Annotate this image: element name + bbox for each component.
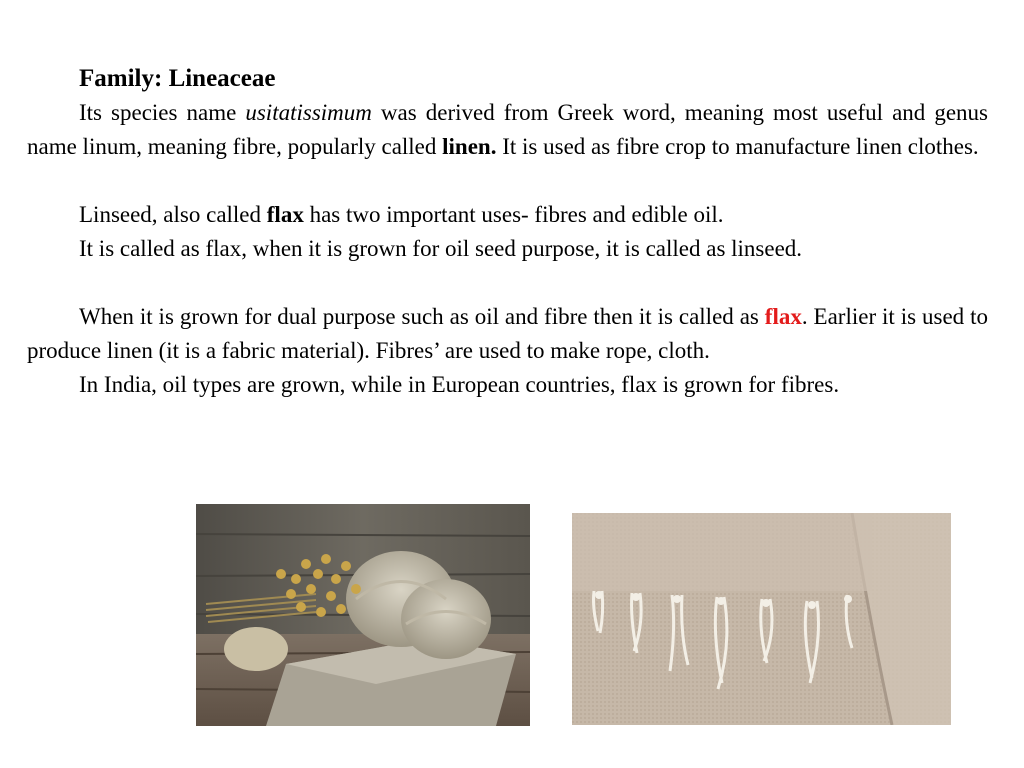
spacer bbox=[27, 266, 988, 300]
linen-fabric-photo bbox=[572, 513, 951, 725]
flax-bundle-illustration bbox=[196, 504, 530, 726]
paragraph-text: Its species name bbox=[79, 100, 246, 125]
linen-term: linen. bbox=[442, 134, 497, 159]
paragraph-text: . Earlier it is used to produce linen (it is a fabric material). Fibres’ are used to make rope, cloth. bbox=[27, 304, 988, 363]
paragraph-oilseed: It is called as flax, when it is grown for oil seed purpose, it is called as linseed. bbox=[79, 236, 803, 261]
species-name: usitatissimum bbox=[245, 100, 372, 125]
spacer bbox=[27, 164, 988, 198]
paragraph-text: When it is grown for dual purpose such as oil and fibre then it is called as bbox=[79, 304, 765, 329]
flax-term: flax bbox=[266, 202, 304, 227]
text-block bbox=[27, 62, 988, 402]
flax-bundle-photo bbox=[196, 504, 530, 726]
paragraph-text: It is used as fibre crop to manufacture linen clothes. bbox=[496, 134, 979, 159]
page-title: Family: Lineaceae bbox=[79, 65, 276, 92]
paragraph-dual-purpose bbox=[27, 300, 988, 368]
paragraph-text: Linseed, also called bbox=[79, 202, 267, 227]
paragraph-india: In India, oil types are grown, while in European countries, flax is grown for fibres. bbox=[79, 372, 840, 397]
paragraph-linseed bbox=[27, 198, 988, 232]
linen-fabric-illustration bbox=[572, 513, 951, 725]
flax-highlight: flax bbox=[764, 304, 802, 329]
paragraph-species bbox=[27, 96, 988, 164]
paragraph-text: was derived from Greek word, meaning most useful and genus name linum, meaning fibre, popularly called bbox=[27, 100, 988, 159]
paragraph-text: has two important uses- fibres and edible oil. bbox=[303, 202, 724, 227]
